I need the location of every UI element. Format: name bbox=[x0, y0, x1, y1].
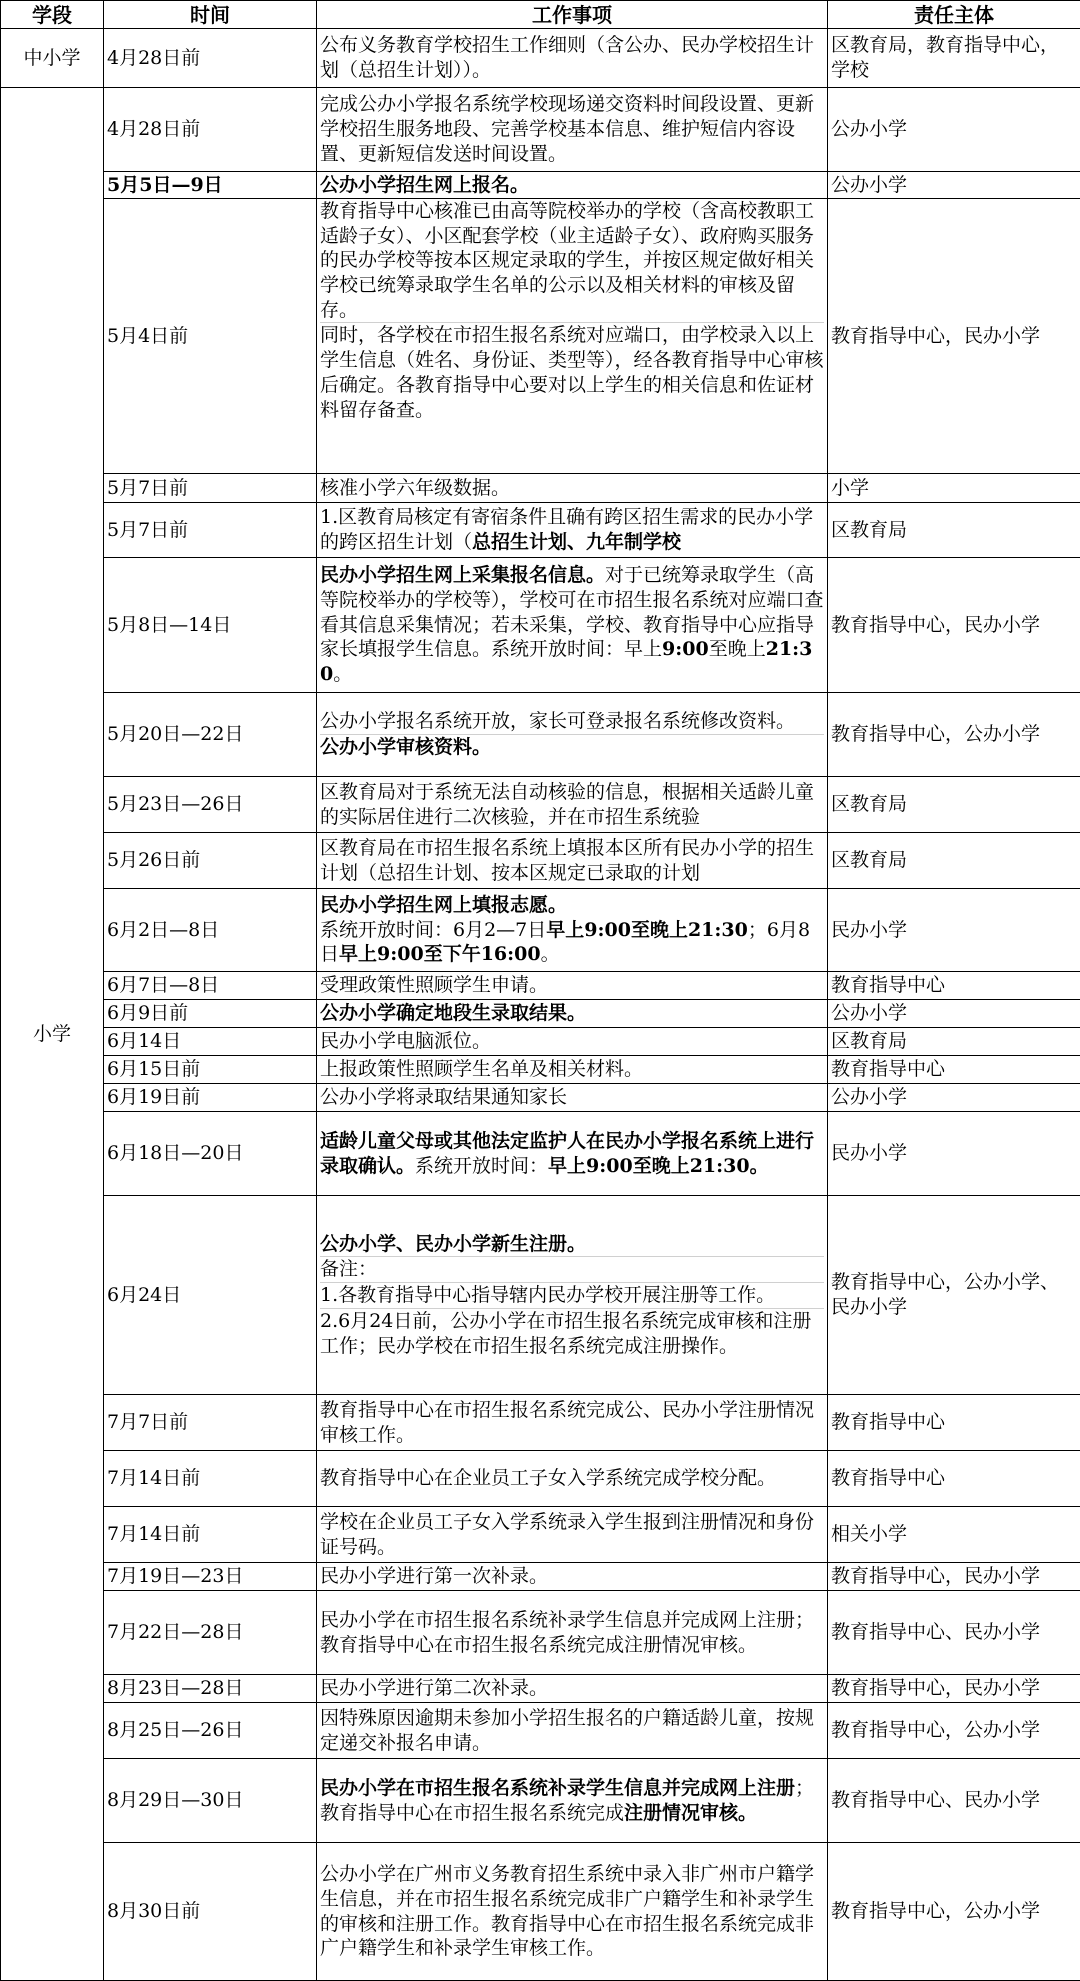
header-stage: 学段 bbox=[1, 1, 104, 29]
time-cell: 6月15日前 bbox=[104, 1056, 317, 1084]
time-cell: 8月25日—26日 bbox=[104, 1703, 317, 1759]
task-cell: 民办小学进行第一次补录。 bbox=[317, 1563, 828, 1591]
task-text: 系统开放时间： bbox=[415, 1155, 548, 1177]
task-paragraph: 同时，各学校在市招生报名系统对应端口，由学校录入以上学生信息（姓名、身份证、类型等），经各教育指导中心审核后确定。各教育指导中心要对以上学生的相关信息和佐证材料留存备查。 bbox=[320, 322, 824, 422]
task-cell bbox=[317, 558, 828, 693]
time-cell: 6月14日 bbox=[104, 1028, 317, 1056]
responsible-cell: 民办小学 bbox=[828, 889, 1080, 972]
header-row bbox=[1, 1, 1080, 29]
responsible-cell: 小学 bbox=[828, 474, 1080, 503]
task-cell: 区教育局在市招生报名系统上填报本区所有民办小学的招生计划（总招生计划、按本区规定已录取的计划 bbox=[317, 833, 828, 889]
task-paragraph: 2.6月24日前，公办小学在市招生报名系统完成审核和注册工作；民办学校在市招生报名系统完成注册操作。 bbox=[320, 1308, 824, 1358]
table-row bbox=[1, 1451, 1080, 1507]
responsible-cell: 教育指导中心，民办小学 bbox=[828, 1675, 1080, 1703]
time-cell: 8月30日前 bbox=[104, 1843, 317, 1981]
responsible-cell: 教育指导中心 bbox=[828, 972, 1080, 1000]
responsible-cell: 教育指导中心、民办小学 bbox=[828, 1591, 1080, 1675]
table-row bbox=[1, 1395, 1080, 1451]
task-cell bbox=[317, 1196, 828, 1395]
table-row bbox=[1, 1196, 1080, 1395]
task-text: 。 bbox=[333, 663, 352, 685]
table-row bbox=[1, 889, 1080, 972]
time-cell: 5月7日前 bbox=[104, 474, 317, 503]
table-row bbox=[1, 1000, 1080, 1028]
task-cell: 学校在企业员工子女入学系统录入学生报到注册情况和身份证号码。 bbox=[317, 1507, 828, 1563]
task-cell: 公办小学招生网上报名。 bbox=[317, 172, 828, 199]
responsible-cell: 区教育局 bbox=[828, 1028, 1080, 1056]
table-row bbox=[1, 972, 1080, 1000]
task-cell bbox=[317, 1112, 828, 1196]
table-row bbox=[1, 693, 1080, 777]
task-text-bold: 注册情况审核。 bbox=[624, 1802, 757, 1824]
task-text: 系统开放时间：6月2—7日 bbox=[320, 919, 546, 941]
table-row bbox=[1, 1563, 1080, 1591]
task-cell: 区教育局对于系统无法自动核验的信息，根据相关适龄儿童的实际居住进行二次核验，并在市招生系统验 bbox=[317, 777, 828, 833]
table-row bbox=[1, 1084, 1080, 1112]
task-cell: 核准小学六年级数据。 bbox=[317, 474, 828, 503]
responsible-cell: 教育指导中心 bbox=[828, 1056, 1080, 1084]
time-cell: 7月7日前 bbox=[104, 1395, 317, 1451]
task-text: 对于已统筹录取学生（高等院校举办的学校等），学校可在市招生报名系统对应端口查看其信息采集情况；若未采集，学校、教育指导中心应指导家长填报学生信息。系统开放时间：早上 bbox=[320, 564, 824, 660]
time-cell: 6月7日—8日 bbox=[104, 972, 317, 1000]
task-text-bold: 早上9:00至下午16:00 bbox=[339, 943, 541, 965]
time-cell: 5月5日—9日 bbox=[104, 172, 317, 199]
task-paragraph-bold: 民办小学招生网上填报志愿。 bbox=[320, 893, 824, 918]
stage-cell-middle-primary: 中小学 bbox=[1, 29, 104, 88]
table-row bbox=[1, 199, 1080, 474]
table-row bbox=[1, 474, 1080, 503]
responsible-cell: 区教育局，教育指导中心，学校 bbox=[828, 29, 1080, 88]
task-cell: 公办小学确定地段生录取结果。 bbox=[317, 1000, 828, 1028]
time-cell: 5月26日前 bbox=[104, 833, 317, 889]
table-row bbox=[1, 1112, 1080, 1196]
task-cell: 上报政策性照顾学生名单及相关材料。 bbox=[317, 1056, 828, 1084]
responsible-cell: 区教育局 bbox=[828, 833, 1080, 889]
table-row bbox=[1, 1056, 1080, 1084]
time-cell: 5月7日前 bbox=[104, 503, 317, 558]
table-row bbox=[1, 777, 1080, 833]
table-row bbox=[1, 1675, 1080, 1703]
task-paragraph: 1.各教育指导中心指导辖内民办学校开展注册等工作。 bbox=[320, 1282, 824, 1308]
time-cell: 4月28日前 bbox=[104, 88, 317, 172]
table-row bbox=[1, 503, 1080, 558]
responsible-cell: 教育指导中心，民办小学 bbox=[828, 558, 1080, 693]
time-cell: 6月18日—20日 bbox=[104, 1112, 317, 1196]
time-cell: 7月22日—28日 bbox=[104, 1591, 317, 1675]
responsible-cell: 教育指导中心，公办小学 bbox=[828, 693, 1080, 777]
task-text: ；教育指导中心在市招生报名系统完成 bbox=[320, 1777, 814, 1824]
responsible-cell: 教育指导中心，公办小学 bbox=[828, 1703, 1080, 1759]
time-cell: 6月9日前 bbox=[104, 1000, 317, 1028]
header-responsible: 责任主体 bbox=[828, 1, 1080, 29]
task-paragraph: 公办小学报名系统开放，家长可登录报名系统修改资料。 bbox=[320, 709, 824, 734]
responsible-cell: 区教育局 bbox=[828, 777, 1080, 833]
task-text: 1.区教育局核定有寄宿条件且确有跨区招生需求的民办小学的跨区招生计划（ bbox=[320, 506, 813, 553]
time-cell: 4月28日前 bbox=[104, 29, 317, 88]
table-row bbox=[1, 1028, 1080, 1056]
responsible-cell: 教育指导中心，民办小学 bbox=[828, 1563, 1080, 1591]
task-cell: 受理政策性照顾学生申请。 bbox=[317, 972, 828, 1000]
responsible-cell: 区教育局 bbox=[828, 503, 1080, 558]
task-cell bbox=[317, 503, 828, 558]
time-cell: 7月19日—23日 bbox=[104, 1563, 317, 1591]
responsible-cell: 教育指导中心 bbox=[828, 1451, 1080, 1507]
task-cell: 教育指导中心在企业员工子女入学系统完成学校分配。 bbox=[317, 1451, 828, 1507]
task-cell: 民办小学电脑派位。 bbox=[317, 1028, 828, 1056]
task-cell bbox=[317, 693, 828, 777]
task-paragraph-bold: 公办小学、民办小学新生注册。 bbox=[320, 1232, 824, 1257]
time-cell: 6月2日—8日 bbox=[104, 889, 317, 972]
responsible-cell: 公办小学 bbox=[828, 172, 1080, 199]
task-paragraph-bold: 公办小学审核资料。 bbox=[320, 734, 824, 760]
time-cell: 5月23日—26日 bbox=[104, 777, 317, 833]
header-time: 时间 bbox=[104, 1, 317, 29]
responsible-cell: 教育指导中心、民办小学 bbox=[828, 1759, 1080, 1843]
task-cell: 完成公办小学报名系统学校现场递交资料时间段设置、更新学校招生服务地段、完善学校基本信息、维护短信内容设置、更新短信发送时间设置。 bbox=[317, 88, 828, 172]
task-cell: 公办小学在广州市义务教育招生系统中录入非广州市户籍学生信息，并在市招生报名系统完成非广户籍学生和补录学生的审核和注册工作。教育指导中心在市招生报名系统完成非广户籍学生和补录学生审核工作。 bbox=[317, 1843, 828, 1981]
task-text-bold: 民办小学招生网上采集报名信息。 bbox=[320, 564, 605, 586]
time-cell: 6月24日 bbox=[104, 1196, 317, 1395]
responsible-cell: 公办小学 bbox=[828, 88, 1080, 172]
task-cell: 民办小学进行第二次补录。 bbox=[317, 1675, 828, 1703]
responsible-cell: 教育指导中心，公办小学、民办小学 bbox=[828, 1196, 1080, 1395]
task-text-bold: 民办小学在市招生报名系统补录学生信息并完成网上注册 bbox=[320, 1777, 795, 1799]
table-row bbox=[1, 88, 1080, 172]
task-text: ；6月8日 bbox=[320, 919, 810, 966]
task-paragraph: 备注： bbox=[320, 1256, 824, 1282]
table-row bbox=[1, 1591, 1080, 1675]
table-row bbox=[1, 833, 1080, 889]
task-text-bold: 适龄儿童父母或其他法定监护人在民办小学报名系统上进行录取确认。 bbox=[320, 1130, 814, 1177]
time-cell: 5月8日—14日 bbox=[104, 558, 317, 693]
task-cell bbox=[317, 199, 828, 474]
responsible-cell: 教育指导中心 bbox=[828, 1395, 1080, 1451]
task-cell: 民办小学在市招生报名系统补录学生信息并完成网上注册；教育指导中心在市招生报名系统完成注册情况审核。 bbox=[317, 1591, 828, 1675]
time-cell: 8月29日—30日 bbox=[104, 1759, 317, 1843]
task-text: 至晚上 bbox=[709, 638, 766, 660]
task-cell bbox=[317, 889, 828, 972]
task-paragraph: 教育指导中心核准已由高等院校举办的学校（含高校教职工适龄子女）、小区配套学校（业主适龄子女）、政府购买服务的民办学校等按本区规定录取的学生，并按区规定做好相关学校已统筹录取学生名单的公示以及相关材料的审核及留存。 bbox=[320, 199, 824, 322]
responsible-cell: 相关小学 bbox=[828, 1507, 1080, 1563]
responsible-cell: 教育指导中心，公办小学 bbox=[828, 1843, 1080, 1981]
table-row bbox=[1, 1759, 1080, 1843]
task-cell: 公办小学将录取结果通知家长 bbox=[317, 1084, 828, 1112]
time-cell: 7月14日前 bbox=[104, 1451, 317, 1507]
time-cell: 7月14日前 bbox=[104, 1507, 317, 1563]
header-task: 工作事项 bbox=[317, 1, 828, 29]
task-text: 。 bbox=[541, 943, 560, 965]
responsible-cell: 公办小学 bbox=[828, 1000, 1080, 1028]
task-text-bold: 早上9:00至晚上21:30。 bbox=[548, 1155, 769, 1177]
table-row bbox=[1, 29, 1080, 88]
task-text-bold: 21:30 bbox=[320, 638, 812, 685]
task-cell bbox=[317, 1759, 828, 1843]
time-cell: 8月23日—28日 bbox=[104, 1675, 317, 1703]
time-cell: 6月19日前 bbox=[104, 1084, 317, 1112]
table-row bbox=[1, 1703, 1080, 1759]
table-row bbox=[1, 558, 1080, 693]
task-cell: 教育指导中心在市招生报名系统完成公、民办小学注册情况审核工作。 bbox=[317, 1395, 828, 1451]
table-row bbox=[1, 1507, 1080, 1563]
task-cell: 公布义务教育学校招生工作细则（含公办、民办学校招生计划（总招生计划））。 bbox=[317, 29, 828, 88]
time-cell: 5月20日—22日 bbox=[104, 693, 317, 777]
task-text-bold: 总招生计划、九年制学校 bbox=[472, 531, 681, 553]
task-text-bold: 9:00 bbox=[662, 638, 709, 660]
task-text-bold: 早上9:00至晚上21:30 bbox=[546, 919, 748, 941]
responsible-cell: 民办小学 bbox=[828, 1112, 1080, 1196]
stage-cell-primary: 小学 bbox=[1, 88, 104, 1981]
time-cell: 5月4日前 bbox=[104, 199, 317, 474]
task-cell: 因特殊原因逾期未参加小学招生报名的户籍适龄儿童，按规定递交补报名申请。 bbox=[317, 1703, 828, 1759]
responsible-cell: 教育指导中心，民办小学 bbox=[828, 199, 1080, 474]
responsible-cell: 公办小学 bbox=[828, 1084, 1080, 1112]
table-row bbox=[1, 1843, 1080, 1981]
table-row bbox=[1, 172, 1080, 199]
